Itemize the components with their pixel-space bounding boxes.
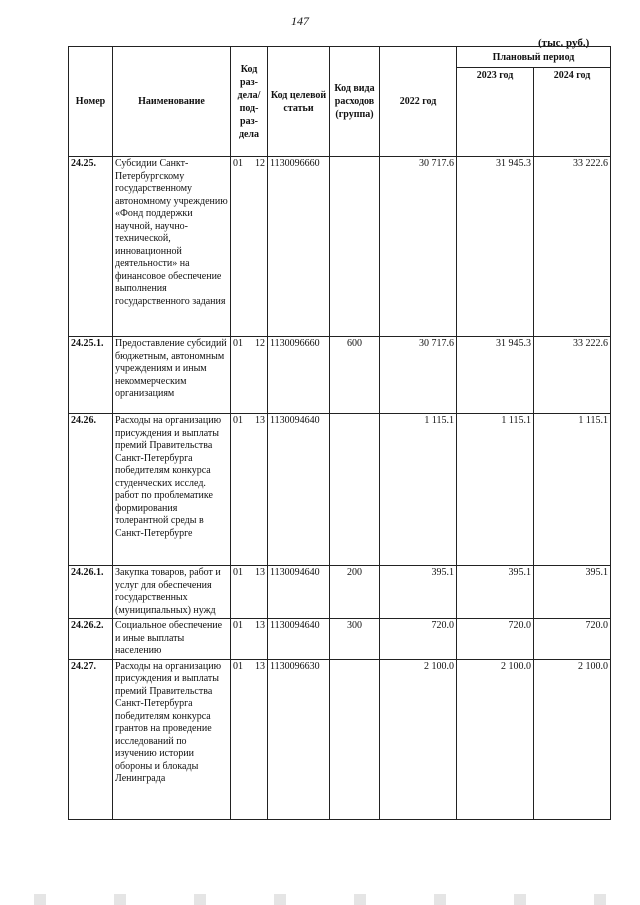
- page-number: 147: [291, 14, 309, 28]
- header-section-code: Код раз-дела/ под-раз-дела: [231, 47, 268, 157]
- row-value-2023: 1 115.1: [457, 414, 534, 566]
- row-value-2023: 31 945.3: [457, 337, 534, 414]
- row-target-code: 1130094640: [268, 619, 330, 660]
- header-number: Номер: [69, 47, 113, 157]
- row-value-2023: 720.0: [457, 619, 534, 660]
- row-name: Предоставление субсидий бюджетным, автономным учреждениям и иным некоммерческим организациям: [113, 337, 231, 414]
- row-number: 24.27.: [69, 659, 113, 819]
- row-section-code: [231, 157, 268, 337]
- row-number: 24.26.2.: [69, 619, 113, 660]
- subsection-code: 13: [255, 620, 265, 631]
- row-value-2023: 31 945.3: [457, 157, 534, 337]
- row-name: Социальное обеспечение и иные выплаты населению: [113, 619, 231, 660]
- section-code: 01: [233, 620, 243, 631]
- row-expense-type: 200: [330, 566, 380, 619]
- row-target-code: 1130096660: [268, 157, 330, 337]
- row-value-2022: 720.0: [380, 619, 457, 660]
- subsection-code: 13: [255, 415, 265, 426]
- row-value-2022: 30 717.6: [380, 337, 457, 414]
- table-row: [69, 566, 611, 619]
- row-expense-type: 300: [330, 619, 380, 660]
- row-section-code: [231, 659, 268, 819]
- row-target-code: 1130094640: [268, 566, 330, 619]
- row-number: 24.26.: [69, 414, 113, 566]
- row-target-code: 1130096660: [268, 337, 330, 414]
- row-value-2024: 395.1: [534, 566, 611, 619]
- subsection-code: 12: [255, 158, 265, 169]
- section-code: 01: [233, 660, 243, 672]
- row-target-code: 1130094640: [268, 414, 330, 566]
- row-section-code: [231, 566, 268, 619]
- row-name: Субсидии Санкт-Петербургскому государственному автономному учреждению «Фонд поддержки научной, научно-технической, инновационной деятельности» на финансовое обеспечение выполнения государственного задания: [113, 157, 231, 337]
- row-value-2022: 1 115.1: [380, 414, 457, 566]
- section-code: 01: [233, 158, 243, 169]
- row-expense-type: [330, 659, 380, 819]
- row-value-2024: 33 222.6: [534, 337, 611, 414]
- row-number: 24.26.1.: [69, 566, 113, 619]
- table-row: [69, 157, 611, 337]
- budget-table: [68, 46, 611, 820]
- row-section-code: [231, 414, 268, 566]
- row-value-2023: 395.1: [457, 566, 534, 619]
- section-code: 01: [233, 567, 243, 578]
- header-plan-period: Плановый период: [457, 47, 611, 68]
- row-number: 24.25.: [69, 157, 113, 337]
- header-row: [69, 47, 611, 68]
- row-number: 24.25.1.: [69, 337, 113, 414]
- header-year-2024: 2024 год: [534, 68, 611, 157]
- row-value-2022: 30 717.6: [380, 157, 457, 337]
- subsection-code: 13: [255, 660, 265, 672]
- header-year-2022: 2022 год: [380, 47, 457, 157]
- row-value-2022: 2 100.0: [380, 659, 457, 819]
- subsection-code: 12: [255, 338, 265, 349]
- row-expense-type: 600: [330, 337, 380, 414]
- section-code: 01: [233, 415, 243, 426]
- table-row: [69, 619, 611, 660]
- table-row: [69, 414, 611, 566]
- header-year-2023: 2023 год: [457, 68, 534, 157]
- header-target-code: Код целевой статьи: [268, 47, 330, 157]
- units-label: (тыс. руб.): [538, 37, 590, 49]
- scan-edge-artifact: [0, 894, 640, 905]
- row-value-2024: 720.0: [534, 619, 611, 660]
- row-value-2024: 33 222.6: [534, 157, 611, 337]
- row-name: Расходы на организацию присуждения и выплаты премий Правительства Санкт-Петербурга победителям конкурса студенческих исслед. работ по проблематике формирования толерантной среды в Санкт-Петербурге: [113, 414, 231, 566]
- header-expense-type-code: Код вида расходов (группа): [330, 47, 380, 157]
- row-section-code: [231, 337, 268, 414]
- header-name: Наименование: [113, 47, 231, 157]
- row-name: Расходы на организацию присуждения и выплаты премий Правительства Санкт-Петербурга победителям конкурса грантов на проведение исследований по изучению истории обороны и блокады Ленинграда: [113, 659, 231, 819]
- row-value-2024: 1 115.1: [534, 414, 611, 566]
- row-expense-type: [330, 414, 380, 566]
- row-expense-type: [330, 157, 380, 337]
- row-target-code: 1130096630: [268, 659, 330, 819]
- subsection-code: 13: [255, 567, 265, 578]
- row-name: Закупка товаров, работ и услуг для обеспечения государственных (муниципальных) нужд: [113, 566, 231, 619]
- row-value-2024: 2 100.0: [534, 659, 611, 819]
- section-code: 01: [233, 338, 243, 349]
- row-value-2022: 395.1: [380, 566, 457, 619]
- table-row: [69, 659, 611, 819]
- table-row: [69, 337, 611, 414]
- row-section-code: [231, 619, 268, 660]
- row-value-2023: 2 100.0: [457, 659, 534, 819]
